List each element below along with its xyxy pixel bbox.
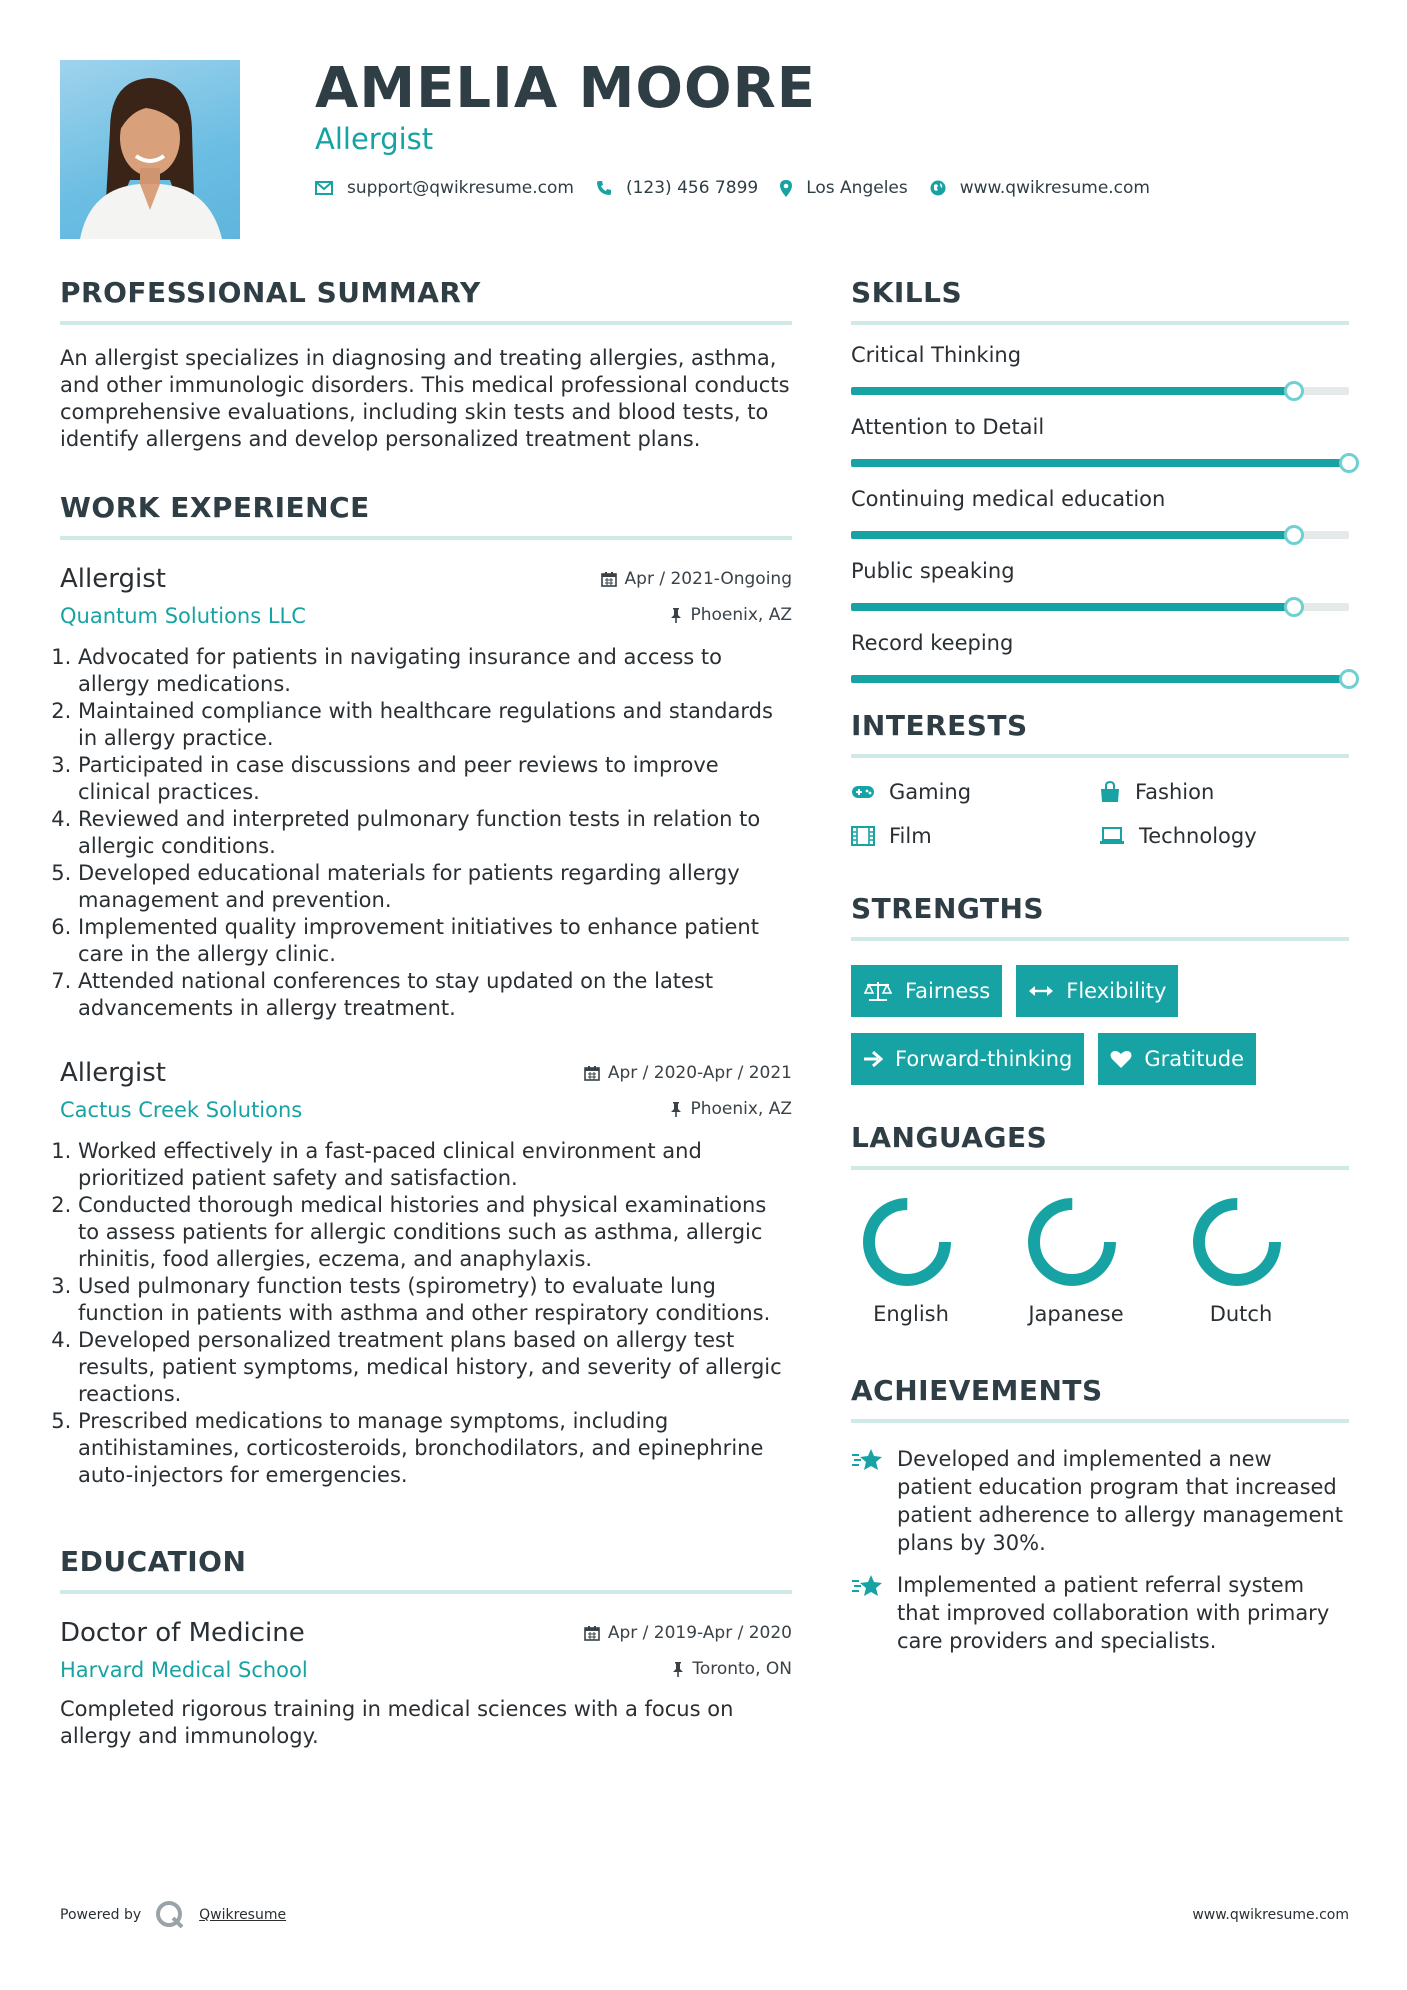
calendar-icon [584, 1065, 600, 1081]
skill-bar-fill [851, 459, 1349, 467]
language-level-arc [1199, 1204, 1275, 1280]
bullet-item: 3. Used pulmonary function tests (spirometry) to evaluate lung function in patients with asthma and other respiratory conditions. [78, 1273, 792, 1327]
heart-icon [1110, 1049, 1132, 1069]
skill-bar-track [851, 675, 1349, 683]
footer-website[interactable]: www.qwikresume.com [1192, 1907, 1349, 1923]
language-level-ring [857, 1192, 957, 1292]
skill-bar-track [851, 531, 1349, 539]
interest-item [1099, 824, 1347, 848]
skill-item [851, 343, 1349, 395]
phone-text: (123) 456 7899 [625, 178, 759, 198]
strength-label: Flexibility [1066, 979, 1167, 1003]
language-item [1181, 1192, 1346, 1326]
phone-icon [596, 180, 612, 196]
qwikresume-logo-icon [155, 1900, 185, 1930]
right-column [851, 276, 1349, 1669]
skill-bar-fill [851, 603, 1294, 611]
language-name: Japanese [1028, 1302, 1124, 1326]
candidate-name: AMELIA MOORE [315, 56, 816, 121]
skill-name: Public speaking [851, 559, 1015, 583]
interest-label: Film [889, 824, 932, 848]
achievement-item [851, 1571, 1349, 1655]
pushpin-icon [672, 1661, 684, 1677]
achievement-text: Developed and implemented a new patient education program that increased patient adherence to allergy management plans by 30%. [897, 1447, 1343, 1555]
job-title: Allergist [60, 564, 166, 594]
skill-bar-knob [1339, 669, 1359, 689]
summary-heading: PROFESSIONAL SUMMARY [60, 276, 792, 325]
education-heading: EDUCATION [60, 1545, 792, 1594]
strengths-section [851, 892, 1349, 1085]
calendar-icon [601, 571, 617, 587]
interest-label: Technology [1139, 824, 1257, 848]
gamepad-icon [851, 784, 875, 800]
skill-item [851, 559, 1349, 611]
language-level-arc [869, 1204, 945, 1280]
balance-scale-icon [863, 980, 893, 1002]
shopping-bag-icon [1099, 781, 1121, 803]
profile-photo [60, 60, 240, 239]
skills-heading: SKILLS [851, 276, 1349, 325]
bullet-item: 4. Developed personalized treatment plans based on allergy test results, patient symptoms, medical history, and severity of allergic reactions. [78, 1327, 792, 1408]
degree-title: Doctor of Medicine [60, 1618, 305, 1648]
company-name: Cactus Creek Solutions [60, 1098, 303, 1122]
achievement-text: Implemented a patient referral system that improved collaboration with primary care providers and specialists. [897, 1573, 1330, 1653]
job-location [670, 605, 792, 625]
job-date-text: Apr / 2020-Apr / 2021 [607, 1063, 792, 1083]
skill-name: Record keeping [851, 631, 1014, 655]
bullet-item: 5. Developed educational materials for patients regarding allergy management and prevention. [78, 860, 792, 914]
achievement-item [851, 1445, 1349, 1557]
skill-name: Continuing medical education [851, 487, 1166, 511]
globe-icon [930, 180, 946, 196]
skill-bar-fill [851, 531, 1294, 539]
job-bullets [60, 1138, 792, 1489]
email-text: support@qwikresume.com [347, 178, 574, 198]
strength-label: Gratitude [1144, 1047, 1244, 1071]
contact-phone[interactable] [596, 178, 758, 198]
website-text: www.qwikresume.com [959, 178, 1150, 198]
bullet-item: 6. Implemented quality improvement initiatives to enhance patient care in the allergy clinic. [78, 914, 792, 968]
arrow-right-icon [863, 1050, 883, 1068]
education-location-text: Toronto, ON [692, 1659, 792, 1679]
skill-bar-knob [1284, 597, 1304, 617]
strengths-heading: STRENGTHS [851, 892, 1349, 941]
strength-label: Fairness [905, 979, 991, 1003]
skill-bar-track [851, 459, 1349, 467]
bullet-item: 1. Advocated for patients in navigating insurance and access to allergy medications. [78, 644, 792, 698]
job-entry [60, 1058, 792, 1489]
interests-section [851, 709, 1349, 848]
skills-section [851, 276, 1349, 683]
shooting-star-icon [851, 1573, 883, 1599]
job-location-text: Phoenix, AZ [690, 605, 792, 625]
education-date-text: Apr / 2019-Apr / 2020 [607, 1623, 792, 1643]
skill-bar-knob [1284, 525, 1304, 545]
skill-item [851, 631, 1349, 683]
job-date [584, 1063, 792, 1083]
candidate-title: Allergist [315, 122, 434, 156]
experience-section [60, 491, 792, 1489]
achievements-list [851, 1445, 1349, 1655]
shooting-star-icon [851, 1447, 883, 1473]
strength-chip [851, 965, 1002, 1017]
bullet-item: 2. Maintained compliance with healthcare regulations and standards in allergy practice. [78, 698, 792, 752]
interest-label: Gaming [889, 780, 972, 804]
language-level-ring [1022, 1192, 1122, 1292]
contact-email[interactable] [315, 178, 574, 198]
skill-item [851, 415, 1349, 467]
summary-section [60, 276, 792, 453]
contact-location [780, 178, 908, 198]
pushpin-icon [670, 607, 682, 623]
education-date [584, 1623, 792, 1643]
job-location-text: Phoenix, AZ [690, 1099, 792, 1119]
job-date-text: Apr / 2021-Ongoing [624, 569, 792, 589]
contact-bar [315, 178, 1172, 198]
skill-name: Attention to Detail [851, 415, 1045, 439]
pushpin-icon [670, 1101, 682, 1117]
skill-bar-fill [851, 387, 1294, 395]
school-name: Harvard Medical School [60, 1658, 308, 1682]
skill-name: Critical Thinking [851, 343, 1022, 367]
achievements-heading: ACHIEVEMENTS [851, 1374, 1349, 1423]
language-name: Dutch [1209, 1302, 1273, 1326]
language-item [851, 1192, 1016, 1326]
interest-item [851, 824, 1099, 848]
strength-chip [1016, 965, 1178, 1017]
education-entry [60, 1618, 792, 1750]
skill-item [851, 487, 1349, 539]
language-name: English [873, 1302, 949, 1326]
interests-grid [851, 780, 1349, 848]
skill-bar-track [851, 603, 1349, 611]
strength-label: Forward-thinking [895, 1047, 1073, 1071]
contact-website[interactable] [930, 178, 1150, 198]
skill-bar-fill [851, 675, 1349, 683]
language-level-ring [1187, 1192, 1287, 1292]
powered-by-text: Powered by [60, 1907, 142, 1923]
education-section [60, 1545, 792, 1750]
languages-list [851, 1192, 1349, 1326]
education-location [672, 1659, 792, 1679]
languages-section [851, 1121, 1349, 1326]
skill-bar-track [851, 387, 1349, 395]
bullet-item: 7. Attended national conferences to stay updated on the latest advancements in allergy treatment. [78, 968, 792, 1022]
skill-bar-knob [1339, 453, 1359, 473]
calendar-icon [584, 1625, 600, 1641]
interest-item [851, 780, 1099, 804]
bullet-item: 3. Participated in case discussions and peer reviews to improve clinical practices. [78, 752, 792, 806]
film-icon [851, 826, 875, 846]
bullet-item: 4. Reviewed and interpreted pulmonary function tests in relation to allergic conditions. [78, 806, 792, 860]
left-column [60, 276, 792, 1750]
bullet-item: 2. Conducted thorough medical histories and physical examinations to assess patients for allergic conditions such as asthma, allergic rhinitis, food allergies, eczema, and anaphylaxis. [78, 1192, 792, 1273]
arrows-horizontal-icon [1028, 984, 1054, 998]
job-bullets [60, 644, 792, 1022]
skills-list [851, 343, 1349, 683]
footer [60, 1900, 1349, 1930]
interest-label: Fashion [1135, 780, 1215, 804]
bullet-item: 1. Worked effectively in a fast-paced clinical environment and prioritized patient safety and satisfaction. [78, 1138, 792, 1192]
experience-heading: WORK EXPERIENCE [60, 491, 792, 540]
job-date [601, 569, 792, 589]
envelope-icon [315, 181, 333, 195]
summary-text: An allergist specializes in diagnosing and treating allergies, asthma, and other immunologic disorders. This medical professional conducts comprehensive evaluations, including skin tests and blood tests, to identify allergens and develop personalized treatment plans. [60, 346, 790, 451]
language-level-arc [1034, 1204, 1110, 1280]
company-name: Quantum Solutions LLC [60, 604, 306, 628]
map-pin-icon [780, 180, 792, 197]
job-title: Allergist [60, 1058, 166, 1088]
strength-chip [851, 1033, 1084, 1085]
languages-heading: LANGUAGES [851, 1121, 1349, 1170]
interests-heading: INTERESTS [851, 709, 1349, 758]
bullet-item: 5. Prescribed medications to manage symptoms, including antihistamines, corticosteroids, bronchodilators, and epinephrine auto-injectors for emergencies. [78, 1408, 792, 1489]
laptop-icon [1099, 827, 1125, 845]
job-location [670, 1099, 792, 1119]
powered-by [60, 1900, 286, 1930]
portrait-image [60, 60, 240, 239]
location-text: Los Angeles [806, 178, 908, 198]
strengths-list [851, 965, 1349, 1085]
interest-item [1099, 780, 1347, 804]
education-description: Completed rigorous training in medical sciences with a focus on allergy and immunology. [60, 1697, 734, 1748]
achievements-section [851, 1374, 1349, 1655]
strength-chip [1098, 1033, 1256, 1085]
language-item [1016, 1192, 1181, 1326]
brand-link[interactable]: Qwikresume [199, 1907, 287, 1923]
job-entry [60, 564, 792, 1022]
skill-bar-knob [1284, 381, 1304, 401]
